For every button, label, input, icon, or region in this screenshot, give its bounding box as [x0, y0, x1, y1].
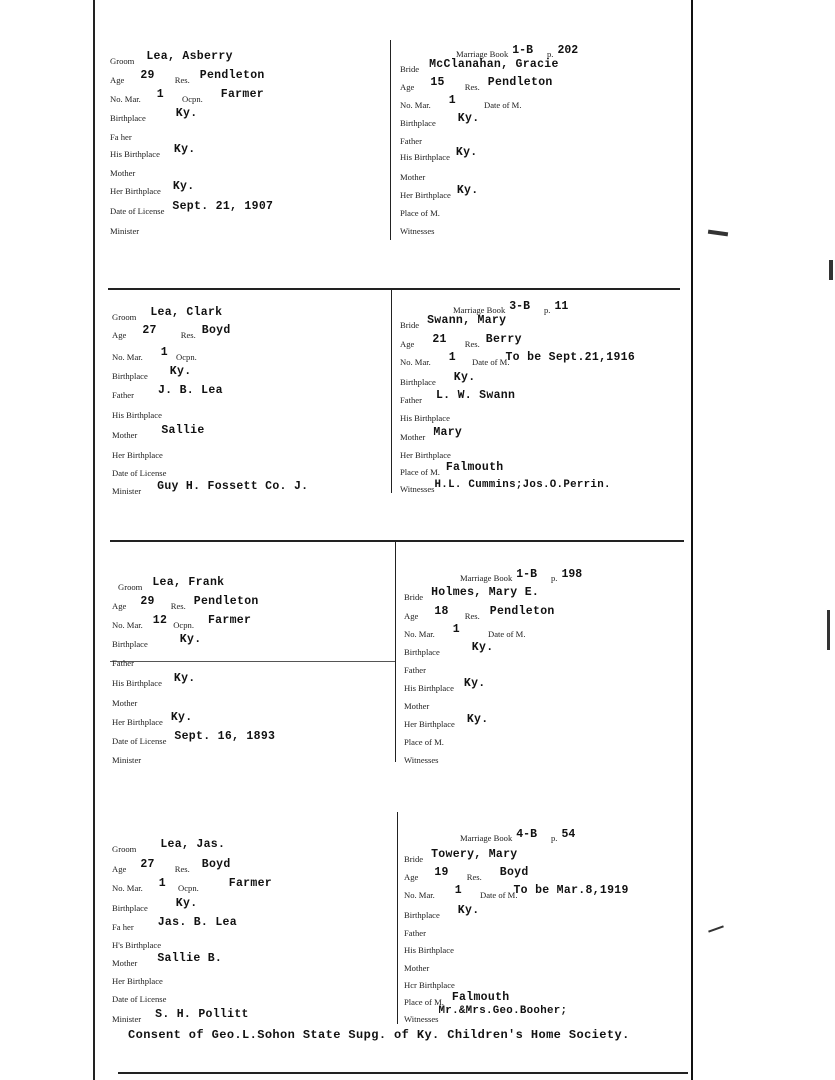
bride-residence: Boyd: [499, 866, 529, 879]
marriage-card-1: Groom Lea, Asberry Age 29 Res. Pendleton No. Mar. 1 Ocpn. Farmer Birthplace Ky. Fa her His Birthplace Ky. Mother Her Birthplace Ky. Date of License Sept. 21, 1907 Minister Marriage Book $^{1-B}$ p. $^{202}$ Bride McClanahan, Gracie Age 15 Res. Pendleton No. Mar. 1 Date of M. Birthplace Ky. Father His Birthplace Ky. Mother Her Birthplace Ky. Place of M. Witnesses: [106, 40, 684, 240]
bride-birthplace: Ky.: [471, 641, 494, 654]
groom-no-mar: 12: [152, 614, 168, 627]
bride-age: 18: [434, 605, 449, 618]
groom-birthplace: Ky.: [179, 633, 202, 646]
groom-residence: Boyd: [201, 858, 231, 871]
groom-age: 27: [142, 324, 157, 337]
groom-his-birthplace: Ky.: [173, 672, 196, 685]
groom-residence: Pendleton: [193, 595, 259, 608]
minister: Guy H. Fossett Co. J.: [157, 480, 309, 493]
groom-his-birthplace: Ky.: [173, 143, 196, 156]
bride-his-birthplace: Ky.: [455, 146, 478, 159]
bride-birthplace: Ky.: [457, 112, 480, 125]
marriage-book-ref: Marriage Book $^{4-B}$ p. $^{54}$: [460, 828, 576, 843]
groom-birthplace: Ky.: [175, 107, 198, 120]
marriage-book-ref: Marriage Book $^{1-B}$ p. $^{202}$: [456, 44, 579, 59]
groom-mother: Sallie: [161, 424, 205, 437]
bride-residence: Pendleton: [487, 76, 553, 89]
bride-birthplace: Ky.: [457, 904, 480, 917]
groom-father: Jas. B. Lea: [157, 916, 237, 929]
bride-age: 19: [434, 866, 449, 879]
groom-her-birthplace: Ky.: [172, 180, 195, 193]
minister: S. H. Pollitt: [155, 1008, 249, 1021]
bride-mother: Mary: [433, 426, 463, 439]
bride-no-mar: 1: [448, 351, 456, 364]
witnesses: H.L. Cummins;Jos.O.Perrin.: [434, 479, 611, 491]
scan-mark: [708, 230, 728, 237]
marriage-card-3: Groom Lea, Frank Age 29 Res. Pendleton No. Mar. 12 Ocpn. Farmer Birthplace Ky. Father His Birthplace Ky. Mother Her Birthplace Ky. Date of License Sept. 16, 1893 Minister Marriage Book $^{1-B}$ p. $^{198}$ Bride Holmes, Mary E. Age 18 Res. Pendleton No. Mar. 1 Date of M. Birthplace Ky. Father His Birthplace Ky. Mother Her Birthplace Ky. Place of M. Witnesses: [110, 540, 684, 762]
groom-name: Lea, Jas.: [160, 838, 226, 851]
bride-her-birthplace: Ky.: [466, 713, 489, 726]
bride-name: McClanahan, Gracie: [429, 58, 559, 71]
groom-no-mar: 1: [160, 346, 168, 359]
marriage-book-ref: Marriage Book $^{3-B}$ p. $^{11}$: [453, 300, 569, 315]
date-of-license: Sept. 16, 1893: [174, 730, 276, 743]
place-of-marriage: Falmouth: [451, 991, 510, 1004]
groom-mother: Sallie B.: [157, 952, 223, 965]
groom-her-birthplace: Ky.: [170, 711, 193, 724]
groom-name: Lea, Frank: [152, 576, 225, 589]
consent-note: Consent of Geo.L.Sohon State Supg. of Ky. Children's Home Society.: [128, 1028, 630, 1042]
bride-her-birthplace: Ky.: [456, 184, 479, 197]
groom-residence: Boyd: [201, 324, 231, 337]
bride-residence: Berry: [485, 333, 522, 346]
groom-birthplace: Ky.: [169, 365, 192, 378]
marriage-card-4: Groom Lea, Jas. Age 27 Res. Boyd No. Mar. 1 Ocpn. Farmer Birthplace Ky. Fa her Jas. B. Lea H's Birthplace Mother Sallie B. Her Birthplace Date of License Minister S. H. Pollitt Marriage Book $^{4-B}$ p. $^{54}$ Bride Towery, Mary Age 19 Res. Boyd No. Mar. 1 Date of M.To be Mar.8,1919 Birthplace Ky. Father His Birthplace Mother Hcr Birthplace Place of M. Falmouth Witnesses$^{Mr.\&Mrs.Geo.Booher;}$: [108, 812, 684, 1024]
bride-name: Towery, Mary: [431, 848, 518, 861]
date-of-marriage: To be Sept.21,1916: [505, 351, 636, 364]
groom-residence: Pendleton: [199, 69, 265, 82]
groom-age: 29: [140, 69, 155, 82]
witnesses: Mr.&Mrs.Geo.Booher;: [438, 1005, 568, 1017]
bride-name: Swann, Mary: [427, 314, 507, 327]
date-of-license: Sept. 21, 1907: [172, 200, 274, 213]
groom-age: 29: [140, 595, 155, 608]
groom-no-mar: 1: [156, 88, 164, 101]
scan-mark: [829, 260, 833, 280]
bride-age: 15: [430, 76, 445, 89]
marriage-book-ref: Marriage Book $^{1-B}$ p. $^{198}$: [460, 568, 583, 583]
scan-mark: [708, 925, 724, 932]
scan-mark: [827, 610, 830, 650]
bride-age: 21: [432, 333, 447, 346]
groom-name: Lea, Asberry: [146, 50, 233, 63]
bride-father: L. W. Swann: [435, 389, 516, 402]
bride-no-mar: 1: [448, 94, 456, 107]
groom-birthplace: Ky.: [175, 897, 198, 910]
groom-name-row: Groom Lea, Asberry: [110, 50, 233, 66]
marriage-card-2: Groom Lea, Clark Age 27 Res. Boyd No. Mar. 1 Ocpn. Birthplace Ky. Father J. B. Lea His Birthplace Mother Sallie Her Birthplace Date of License Minister Guy H. Fossett Co. J. Marriage Book $^{3-B}$ p. $^{11}$ Bride Swann, Mary Age 21 Res. Berry No. Mar. 1 Date of M.To be Sept.21,1916 Birthplace Ky. Father L. W. Swann His Birthplace Mother Mary Her Birthplace Place of M. Falmouth WitnessesH.L. Cummins;Jos.O.Perrin.: [108, 288, 680, 493]
bride-name: Holmes, Mary E.: [431, 586, 540, 599]
groom-occupation: Farmer: [207, 614, 252, 627]
groom-occupation: Farmer: [228, 877, 272, 890]
bride-birthplace: Ky.: [453, 371, 476, 384]
bottom-rule: [118, 1072, 688, 1074]
groom-no-mar: 1: [158, 877, 166, 890]
groom-occupation: Farmer: [220, 88, 264, 101]
place-of-marriage: Falmouth: [445, 461, 504, 474]
groom-name: Lea, Clark: [150, 306, 223, 319]
bride-residence: Pendleton: [489, 605, 555, 618]
groom-father: J. B. Lea: [157, 384, 223, 397]
bride-no-mar: 1: [452, 623, 460, 636]
groom-age: 27: [140, 858, 155, 871]
bride-his-birthplace: Ky.: [463, 677, 486, 690]
bride-no-mar: 1: [454, 884, 462, 897]
date-of-marriage: To be Mar.8,1919: [513, 884, 629, 897]
